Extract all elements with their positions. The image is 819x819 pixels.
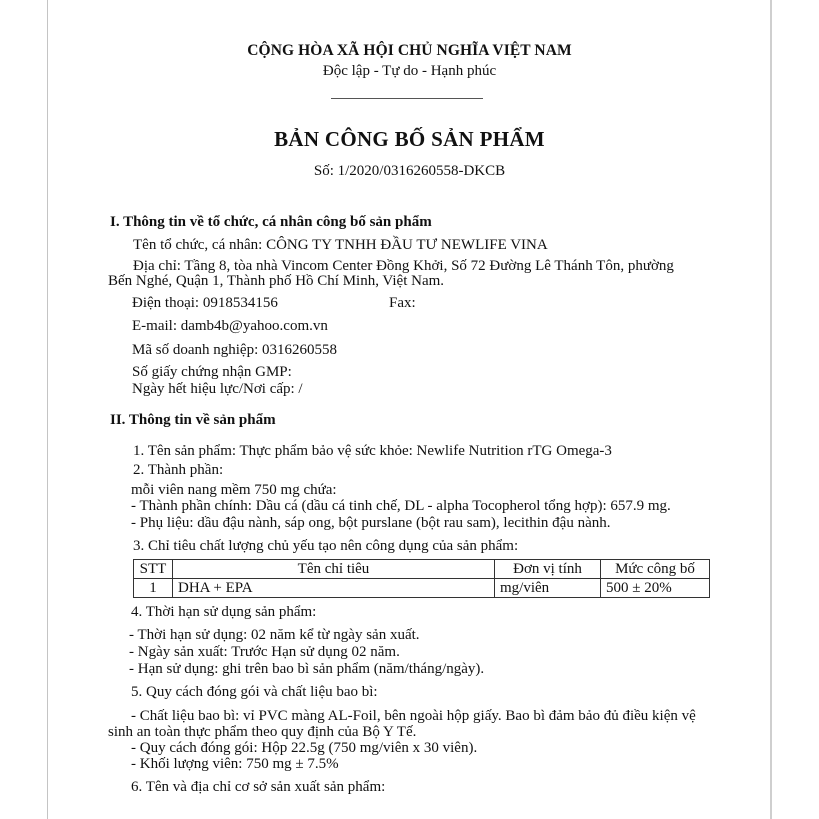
header-unit: Đơn vị tính <box>495 560 601 579</box>
cell-unit: mg/viên <box>495 579 601 598</box>
cell-stt: 1 <box>134 579 173 598</box>
manufacturer-label: 6. Tên và địa chỉ cơ sở sản xuất sản phẩm: <box>131 779 386 795</box>
motto: Độc lập - Tự do - Hạnh phúc <box>322 63 497 79</box>
cell-declared-level: 500 ± 20% <box>601 579 710 598</box>
table-header-row <box>134 560 710 579</box>
packaging-spec: - Quy cách đóng gói: Hộp 22.5g (750 mg/viên x 30 viên). <box>131 740 478 756</box>
product-name: 1. Tên sản phẩm: Thực phẩm bảo vệ sức khỏe: Newlife Nutrition rTG Omega-3 <box>133 443 612 459</box>
page-edge-right <box>770 0 772 819</box>
expiry-date: - Hạn sử dụng: ghi trên bao bì sản phẩm (năm/tháng/ngày). <box>129 661 485 677</box>
ingredients-label: 2. Thành phần: <box>133 462 224 478</box>
fax: Fax: <box>389 295 416 311</box>
nation-heading: CỘNG HÒA XÃ HỘI CHỦ NGHĨA VIỆT NAM <box>247 42 572 59</box>
document-number: Số: 1/2020/0316260558-DKCB <box>313 163 506 179</box>
packaging-material-line1: - Chất liệu bao bì: vỉ PVC màng AL-Foil, bên ngoài hộp giấy. Bao bì đảm bảo đủ điều kiện vệ <box>131 708 696 724</box>
header-stt: STT <box>134 560 173 579</box>
header-divider <box>331 98 483 99</box>
header-criteria-name: Tên chỉ tiêu <box>173 560 495 579</box>
phone: Điện thoại: 0918534156 <box>132 295 278 311</box>
address-line2: Bến Nghé, Quận 1, Thành phố Hồ Chí Minh, Việt Nam. <box>108 273 445 289</box>
quality-criteria-table <box>133 559 710 598</box>
quality-criteria-label: 3. Chỉ tiêu chất lượng chủ yếu tạo nên công dụng của sản phẩm: <box>133 538 519 554</box>
header-declared-level: Mức công bố <box>601 560 710 579</box>
packaging-material-line2: sinh an toàn thực phẩm theo quy định của Bộ Y Tế. <box>108 724 417 740</box>
section1-heading: I. Thông tin về tổ chức, cá nhân công bố sản phẩm <box>110 214 432 230</box>
shelf-life: - Thời hạn sử dụng: 02 năm kể từ ngày sản xuất. <box>129 627 420 643</box>
section2-heading: II. Thông tin về sản phẩm <box>110 412 276 428</box>
address-line1: Địa chỉ: Tầng 8, tòa nhà Vincom Center Đồng Khởi, Số 72 Đường Lê Thánh Tôn, phường <box>133 258 674 274</box>
email: E-mail: damb4b@yahoo.com.vn <box>132 318 328 334</box>
packaging-label: 5. Quy cách đóng gói và chất liệu bao bì: <box>131 684 378 700</box>
ingredients-intro: mỗi viên nang mềm 750 mg chứa: <box>131 482 337 498</box>
ingredients-excipients: - Phụ liệu: dầu đậu nành, sáp ong, bột purslane (bột rau sam), lecithin đậu nành. <box>131 515 611 531</box>
page-edge-left <box>47 0 48 819</box>
table-row <box>134 579 710 598</box>
cell-criteria-name: DHA + EPA <box>173 579 495 598</box>
org-name: Tên tổ chức, cá nhân: CÔNG TY TNHH ĐẦU TƯ NEWLIFE VINA <box>133 237 548 253</box>
document-title: BẢN CÔNG BỐ SẢN PHẨM <box>274 127 545 151</box>
capsule-weight: - Khối lượng viên: 750 mg ± 7.5% <box>131 756 339 772</box>
shelf-life-label: 4. Thời hạn sử dụng sản phẩm: <box>131 604 317 620</box>
gmp-certificate: Số giấy chứng nhận GMP: <box>132 364 292 380</box>
business-code: Mã số doanh nghiệp: 0316260558 <box>132 342 337 358</box>
expiry-issuer: Ngày hết hiệu lực/Nơi cấp: / <box>132 381 303 397</box>
ingredients-main: - Thành phần chính: Dầu cá (dầu cá tinh chế, DL - alpha Tocopherol tổng hợp): 657.9 mg. <box>131 498 671 514</box>
manufacture-date: - Ngày sản xuất: Trước Hạn sử dụng 02 năm. <box>129 644 400 660</box>
